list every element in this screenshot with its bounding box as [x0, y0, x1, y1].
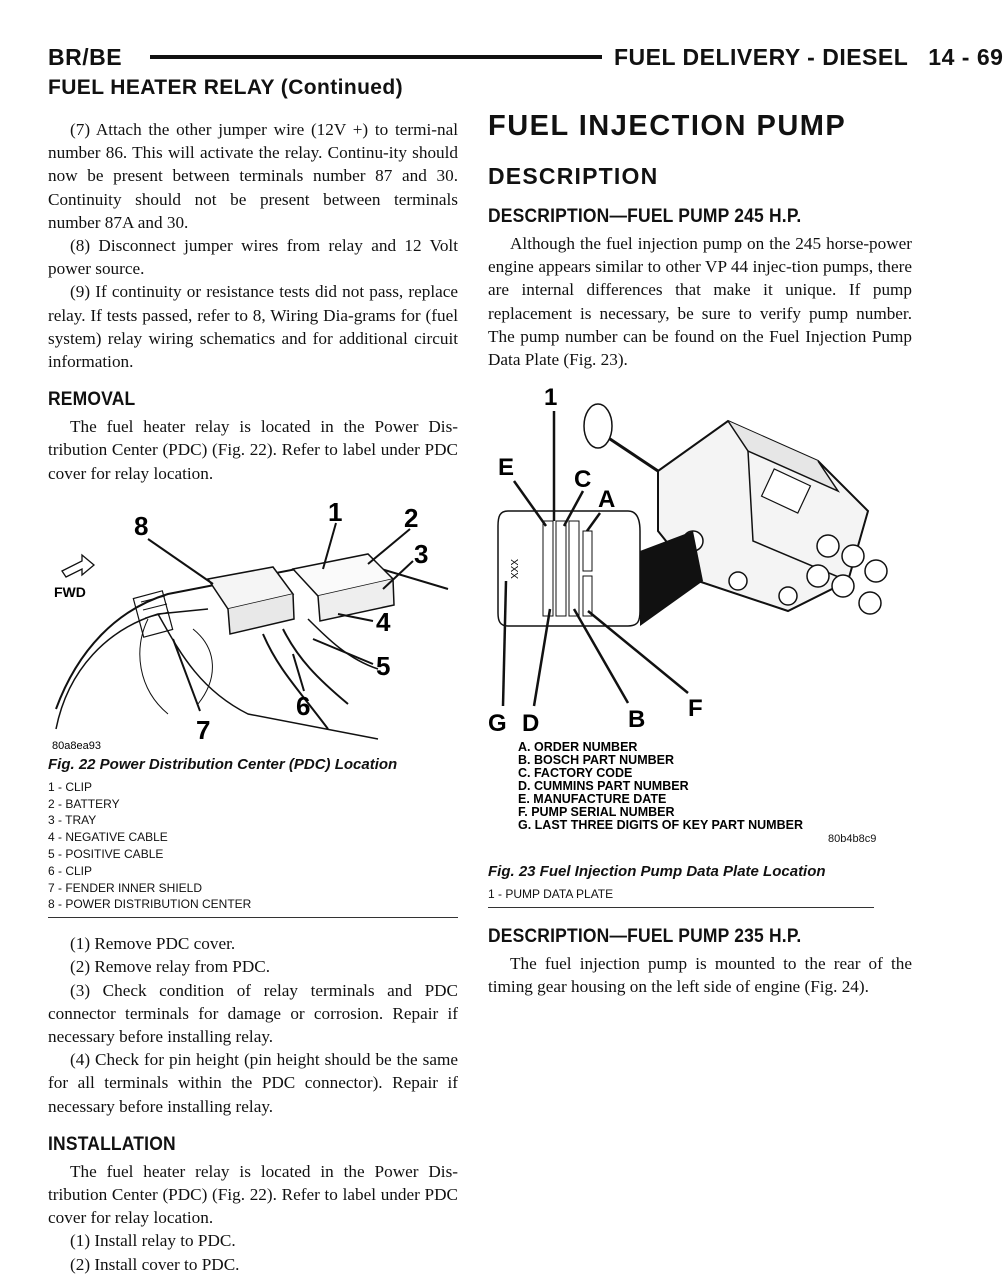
- header-title: [614, 44, 1003, 71]
- callout-5: 5: [376, 650, 391, 681]
- callout-3: 3: [414, 538, 429, 569]
- page-number: 14 - 69: [928, 44, 1003, 70]
- pump-235-heading: DESCRIPTION—FUEL PUMP 235 H.P.: [488, 926, 802, 948]
- key-f: F. PUMP SERIAL NUMBER: [518, 805, 675, 820]
- removal-step-3: (3) Check condition of relay terminals and PDC connector terminals for damage or corrosion. Repair if necessary before installing relay.: [48, 980, 458, 1047]
- pump-245-heading: DESCRIPTION—FUEL PUMP 245 H.P.: [488, 206, 802, 227]
- fwd-label: FWD: [54, 583, 86, 600]
- fwd-arrow-icon: [62, 555, 94, 577]
- callout-e: E: [498, 454, 515, 482]
- figure-22-legend: [48, 779, 458, 913]
- header-section-code: BR/BE: [48, 44, 123, 70]
- figure-23-legend: [488, 886, 912, 903]
- callout-c: C: [574, 466, 592, 494]
- figure-22-code: 80a8ea93: [52, 739, 101, 752]
- pump-235-text: The fuel injection pump is mounted to the rear of the timing gear housing on the left side of engine (Fig. 24).: [488, 954, 912, 997]
- removal-step-2: (2) Remove relay from PDC.: [70, 957, 270, 977]
- header-rule: [150, 55, 602, 59]
- figure-23-rule: [488, 907, 874, 908]
- key-a: A. ORDER NUMBER: [518, 740, 638, 755]
- removal-step-4: (4) Check for pin height (pin height should be the same for all terminals within the PDC connector). Repair if necessary before installing relay.: [48, 1050, 458, 1116]
- key-b: B. BOSCH PART NUMBER: [518, 753, 675, 768]
- legend-item: 1 - CLIP: [48, 779, 93, 794]
- installation-heading: INSTALLATION: [48, 1133, 176, 1155]
- callout-7: 7: [196, 714, 211, 745]
- figure-23-caption: Fig. 23 Fuel Injection Pump Data Plate Location: [488, 863, 826, 881]
- plate-xxx-label: XXX: [510, 559, 521, 580]
- key-e: E. MANUFACTURE DATE: [518, 792, 667, 807]
- key-c: C. FACTORY CODE: [518, 766, 633, 781]
- installation-text: The fuel heater relay is located in the Power Dis-tribution Center (PDC) (Fig. 22). Refer to label under PDC cover for relay location.: [48, 1161, 458, 1228]
- pdc-location-drawing: [48, 496, 458, 754]
- description-heading: DESCRIPTION: [488, 163, 659, 189]
- figure-23-code: 80b4b8c9: [828, 833, 877, 846]
- continued-heading: FUEL HEATER RELAY (Continued): [48, 76, 403, 99]
- removal-text: The fuel heater relay is located in the Power Dis-tribution Center (PDC) (Fig. 22). Refer to label under PDC cover for relay location.: [48, 417, 458, 483]
- callout-1: 1: [544, 384, 558, 412]
- chapter-heading: FUEL INJECTION PUMP: [488, 110, 847, 142]
- data-plate-drawing: [488, 381, 912, 851]
- header-chapter-title: FUEL DELIVERY - DIESEL: [614, 44, 909, 70]
- callout-4: 4: [376, 606, 391, 637]
- installation-step-2: (2) Install cover to PDC.: [70, 1254, 240, 1274]
- paragraph-step-9: (9) If continuity or resistance tests did not pass, replace relay. If tests passed, refer to 8, Wiring Dia-grams for (fuel system) relay wiring schematics and for additional circuit information.: [48, 282, 458, 372]
- figure-22-rule: [48, 917, 458, 918]
- legend-item: 8 - POWER DISTRIBUTION CENTER: [48, 897, 252, 912]
- removal-step-1: (1) Remove PDC cover.: [70, 934, 236, 954]
- legend-item: 1 - PUMP DATA PLATE: [488, 887, 614, 902]
- right-column: [488, 110, 912, 998]
- callout-d: D: [522, 710, 540, 738]
- legend-item: 3 - TRAY: [48, 813, 97, 828]
- callout-b: B: [628, 706, 646, 734]
- callout-8: 8: [134, 510, 149, 541]
- callout-6: 6: [296, 690, 311, 721]
- removal-heading: REMOVAL: [48, 389, 136, 411]
- callout-a: A: [598, 486, 616, 514]
- legend-item: 4 - NEGATIVE CABLE: [48, 830, 168, 845]
- legend-item: 6 - CLIP: [48, 863, 93, 878]
- callout-2: 2: [404, 502, 419, 533]
- callout-g: G: [488, 710, 507, 738]
- pump-245-text: Although the fuel injection pump on the 245 horse-power engine appears similar to other VP 44 injec-tion pumps, there are internal differences that make it unique. If pump replacement is necessary, be sure to verify pump number. The pump number can be found on the Fuel Injection Pump Data Plate (Fig. 23).: [488, 234, 912, 370]
- left-column: [48, 118, 458, 1276]
- paragraph-step-7: (7) Attach the other jumper wire (12V +) to termi-nal number 86. This will activate the relay. Continu-ity should now be present between terminals number 87 and 30. Continuity should not be present between terminals number 87A and 30.: [48, 120, 458, 232]
- paragraph-step-8: (8) Disconnect jumper wires from relay and 12 Volt power source.: [48, 236, 458, 279]
- legend-item: 5 - POSITIVE CABLE: [48, 847, 164, 862]
- callout-f: F: [688, 695, 703, 723]
- key-g: G. LAST THREE DIGITS OF KEY PART NUMBER: [518, 818, 803, 833]
- callout-1: 1: [328, 496, 343, 527]
- figure-22-illustration: [48, 496, 458, 754]
- legend-item: 7 - FENDER INNER SHIELD: [48, 880, 203, 895]
- installation-step-1: (1) Install relay to PDC.: [70, 1231, 236, 1251]
- figure-23-illustration: [488, 381, 912, 851]
- legend-item: 2 - BATTERY: [48, 796, 120, 811]
- figure-22-caption: Fig. 22 Power Distribution Center (PDC) Location: [48, 755, 398, 773]
- key-d: D. CUMMINS PART NUMBER: [518, 779, 689, 794]
